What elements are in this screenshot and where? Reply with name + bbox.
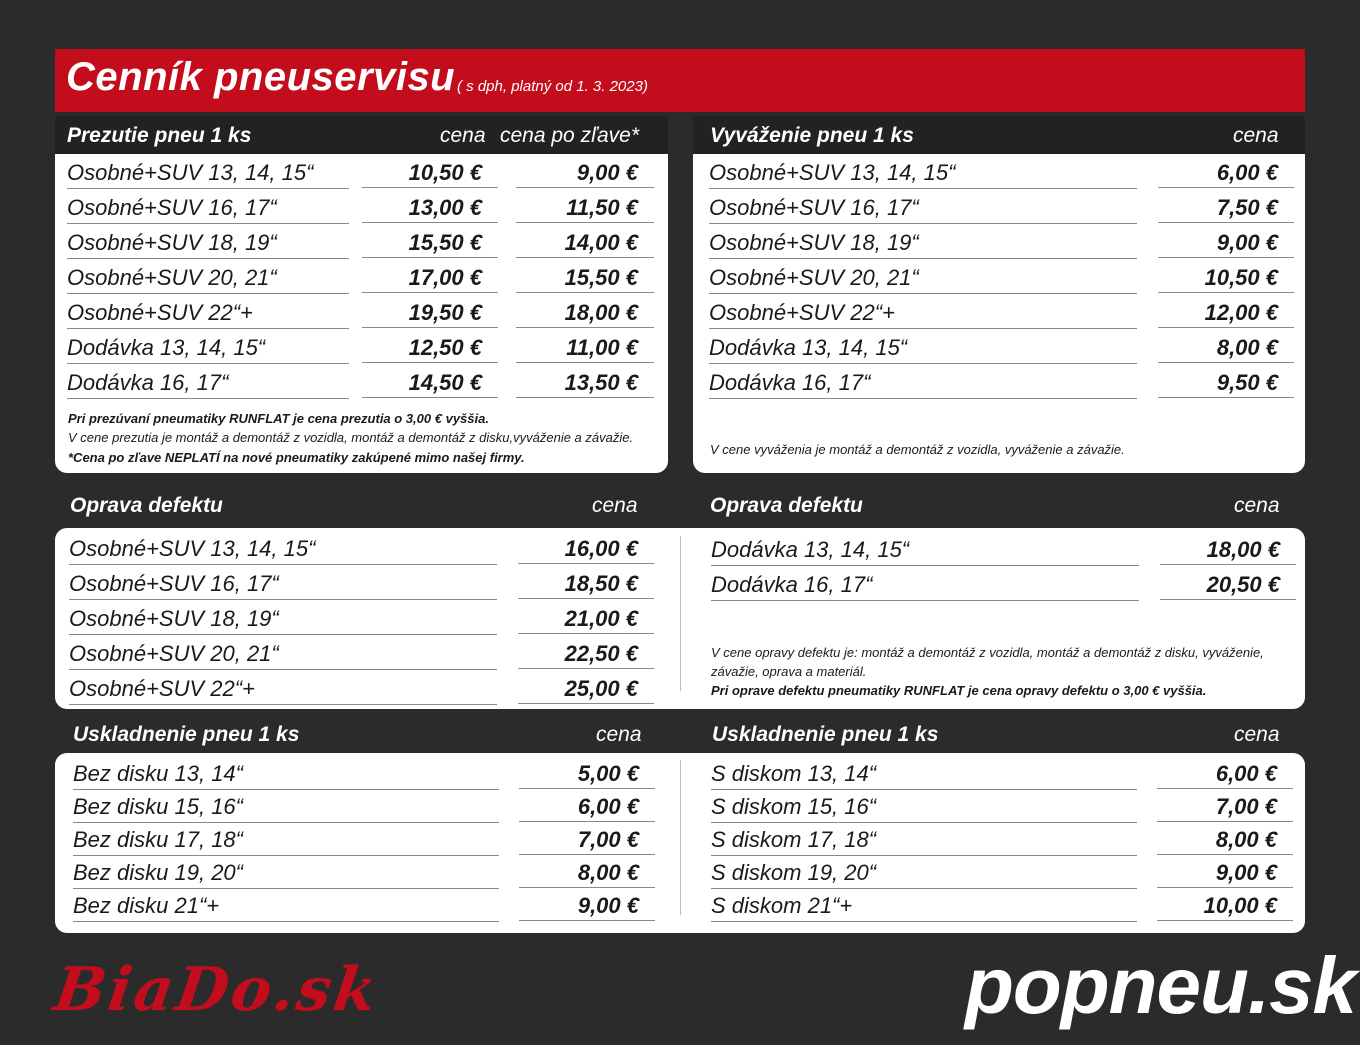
row-label: Osobné+SUV 18, 19“ [67,228,349,259]
row-label: Osobné+SUV 18, 19“ [709,228,1137,259]
price-row [73,823,663,858]
row-discount-price: 15,50 € [516,263,654,293]
row-label: Osobné+SUV 20, 21“ [69,639,497,670]
row-label: Osobné+SUV 18, 19“ [69,604,497,635]
row-discount-price: 14,00 € [516,228,654,258]
price-row [73,856,663,891]
oprava-note-includes-1: V cene opravy defektu je: montáž a demontáž z vozidla, montáž a demontáž z disku, vyváženie, [711,645,1264,660]
row-price: 12,50 € [362,333,498,363]
row-price: 5,00 € [519,759,655,789]
row-label: Osobné+SUV 22“+ [67,298,349,329]
row-price: 25,00 € [518,674,654,704]
row-price: 8,00 € [1157,825,1293,855]
price-row [69,672,659,707]
row-price: 7,00 € [1157,792,1293,822]
price-row [69,637,659,672]
row-label: S diskom 13, 14“ [711,759,1137,790]
biado-logo: BiaDo.sk [50,955,384,1025]
row-price: 19,50 € [362,298,498,328]
row-label: Osobné+SUV 20, 21“ [67,263,349,294]
row-label: S diskom 17, 18“ [711,825,1137,856]
row-label: Bez disku 15, 16“ [73,792,499,823]
price-row [709,156,1299,191]
uskladnenie-divider [680,760,681,915]
row-price: 12,00 € [1158,298,1294,328]
row-label: Dodávka 16, 17“ [709,368,1137,399]
page-title: Cenník pneuservisu [66,55,456,99]
price-row [711,889,1301,924]
row-price: 10,00 € [1157,891,1293,921]
row-price: 15,50 € [362,228,498,258]
oprava-left-header: Oprava defektu [70,494,223,517]
row-price: 10,50 € [362,158,498,188]
popneu-logo: popneu.sk [965,941,1357,1030]
oprava-divider [680,536,681,691]
row-price: 16,00 € [518,534,654,564]
uskladnenie-right-header: Uskladnenie pneu 1 ks [712,723,939,746]
prezutie-col-price: cena [440,124,486,147]
price-row [67,296,657,331]
row-label: S diskom 19, 20“ [711,858,1137,889]
price-row [711,823,1301,858]
price-row [73,757,663,792]
price-row [711,790,1301,825]
vyvazenie-header: Vyváženie pneu 1 ks [710,124,914,147]
row-label: Osobné+SUV 16, 17“ [67,193,349,224]
price-row [73,790,663,825]
oprava-left-col-price: cena [592,494,638,517]
price-row [711,757,1301,792]
price-row [67,191,657,226]
row-label: Osobné+SUV 22“+ [69,674,497,705]
price-row [709,226,1299,261]
price-row [709,331,1299,366]
price-row [709,191,1299,226]
row-label: Osobné+SUV 13, 14, 15“ [69,534,497,565]
price-row [67,261,657,296]
oprava-right-header: Oprava defektu [710,494,863,517]
row-discount-price: 11,00 € [516,333,654,363]
row-label: Bez disku 13, 14“ [73,759,499,790]
row-label: Osobné+SUV 13, 14, 15“ [67,158,349,189]
prezutie-note-discount: *Cena po zľave NEPLATÍ na nové pneumatiky zakúpené mimo našej firmy. [68,450,525,465]
row-label: S diskom 15, 16“ [711,792,1137,823]
row-discount-price: 9,00 € [516,158,654,188]
row-price: 17,00 € [362,263,498,293]
price-row [69,532,659,567]
row-label: Osobné+SUV 16, 17“ [709,193,1137,224]
price-row [67,226,657,261]
row-price: 10,50 € [1158,263,1294,293]
row-label: S diskom 21“+ [711,891,1137,922]
prezutie-note-includes: V cene prezutia je montáž a demontáž z vozidla, montáž a demontáž z disku,vyváženie a závažie. [68,430,634,445]
row-price: 8,00 € [1158,333,1294,363]
row-label: Osobné+SUV 22“+ [709,298,1137,329]
row-price: 21,00 € [518,604,654,634]
uskladnenie-left-header: Uskladnenie pneu 1 ks [73,723,300,746]
row-discount-price: 11,50 € [516,193,654,223]
row-label: Dodávka 16, 17“ [67,368,349,399]
prezutie-header: Prezutie pneu 1 ks [67,124,252,147]
row-discount-price: 13,50 € [516,368,654,398]
row-price: 20,50 € [1160,570,1296,600]
price-row [67,366,657,401]
row-label: Bez disku 21“+ [73,891,499,922]
vyvazenie-note: V cene vyváženia je montáž a demontáž z vozidla, vyváženie a závažie. [710,442,1125,457]
vyvazenie-col-price: cena [1233,124,1279,147]
oprava-right-col-price: cena [1234,494,1280,517]
oprava-note-runflat: Pri oprave defektu pneumatiky RUNFLAT je cena opravy defektu o 3,00 € vyššia. [711,683,1207,698]
row-label: Bez disku 19, 20“ [73,858,499,889]
prezutie-col-discount: cena po zľave* [500,124,640,147]
price-row [709,261,1299,296]
row-label: Osobné+SUV 16, 17“ [69,569,497,600]
prezutie-note-runflat: Pri prezúvaní pneumatiky RUNFLAT je cena prezutia o 3,00 € vyššia. [68,411,489,426]
price-row [709,366,1299,401]
row-price: 22,50 € [518,639,654,669]
price-row [69,602,659,637]
row-discount-price: 18,00 € [516,298,654,328]
row-price: 6,00 € [1158,158,1294,188]
row-price: 7,00 € [519,825,655,855]
row-price: 14,50 € [362,368,498,398]
row-price: 6,00 € [519,792,655,822]
row-price: 13,00 € [362,193,498,223]
oprava-note-includes-2: závažie, oprava a materiál. [711,664,867,679]
row-price: 18,50 € [518,569,654,599]
row-label: Dodávka 13, 14, 15“ [67,333,349,364]
row-label: Bez disku 17, 18“ [73,825,499,856]
row-label: Dodávka 13, 14, 15“ [711,535,1139,566]
row-label: Osobné+SUV 20, 21“ [709,263,1137,294]
price-row [709,296,1299,331]
uskladnenie-left-col-price: cena [596,723,642,746]
row-label: Osobné+SUV 13, 14, 15“ [709,158,1137,189]
row-price: 6,00 € [1157,759,1293,789]
price-row [73,889,663,924]
price-row [711,533,1301,568]
row-price: 8,00 € [519,858,655,888]
row-label: Dodávka 16, 17“ [711,570,1139,601]
row-label: Dodávka 13, 14, 15“ [709,333,1137,364]
price-row [69,567,659,602]
price-row [711,856,1301,891]
uskladnenie-right-col-price: cena [1234,723,1280,746]
page-subtitle: ( s dph, platný od 1. 3. 2023) [457,78,648,95]
row-price: 9,50 € [1158,368,1294,398]
price-row [67,156,657,191]
row-price: 9,00 € [519,891,655,921]
row-price: 18,00 € [1160,535,1296,565]
row-price: 7,50 € [1158,193,1294,223]
row-price: 9,00 € [1158,228,1294,258]
price-row [711,568,1301,603]
price-row [67,331,657,366]
row-price: 9,00 € [1157,858,1293,888]
